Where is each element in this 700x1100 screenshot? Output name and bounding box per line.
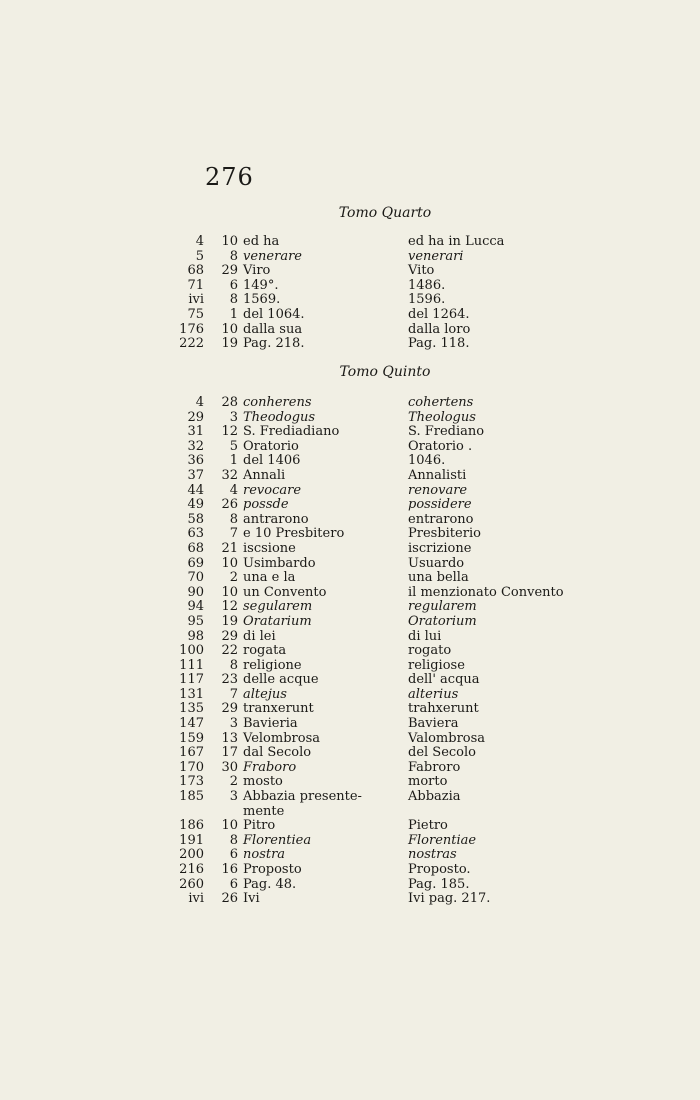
errata-line-number: 19 [221,336,238,352]
errata-line-number: 16 [221,862,238,877]
errata-page-number: 167 [179,745,204,761]
errata-line-number: 12 [221,599,238,615]
errata-wrong-text: rogata [243,643,287,659]
errata-page-number: 63 [187,526,204,542]
errata-line-number: 10 [221,818,238,834]
errata-page-number: ivi [188,292,204,308]
errata-correct-text: Proposto. [408,862,471,877]
errata-wrong-text: dal Secolo [243,745,312,761]
errata-wrong-text: Abbazia presente- mente [243,789,362,819]
errata-correct-text: renovare [408,482,468,498]
errata-correct-text: ed ha in Lucca [408,234,505,249]
errata-correct-text: possidere [408,497,472,513]
errata-correct-text: entrarono [408,511,474,527]
errata-page-number: ivi [188,891,204,907]
errata-line-number: 8 [229,248,238,264]
errata-page-number: 75 [187,306,204,322]
errata-line-number: 32 [221,467,238,483]
errata-wrong-text: S. Frediadiano [243,424,340,440]
errata-page-number: 58 [187,511,204,527]
errata-page-number: 90 [187,584,204,600]
errata-page-number: 70 [187,570,204,586]
errata-wrong-text: Bavieria [243,716,298,732]
errata-wrong-text: del 1064. [243,306,305,322]
errata-line-number: 13 [221,730,238,746]
errata-page-number: 159 [179,730,204,746]
errata-wrong-text: venerare [243,248,302,264]
errata-line-number: 29 [221,628,238,644]
errata-line-number: 2 [229,774,238,790]
errata-correct-text: nostras [408,847,457,863]
errata-wrong-text: antrarono [243,511,309,527]
errata-correct-text: Baviera [408,716,459,732]
errata-correct-text: alterius [408,686,459,702]
errata-correct-text: Ivi pag. 217. [408,891,491,907]
errata-line-number: 17 [221,745,238,761]
errata-wrong-text: dalla sua [243,321,303,337]
errata-line-number: 6 [229,847,238,863]
errata-line-number: 29 [221,701,238,717]
errata-page-number: 186 [179,818,204,834]
errata-wrong-text: Oratorio [243,438,299,454]
errata-line-number: 7 [229,526,238,542]
errata-page-number: 31 [187,424,204,440]
errata-wrong-text: Pag. 48. [243,876,297,892]
errata-wrong-text: 149°. [243,277,279,293]
errata-wrong-text: iscsione [243,540,296,556]
errata-page-number: 5 [195,248,204,264]
errata-page-number: 71 [187,277,204,293]
errata-page-number: 98 [187,628,204,644]
errata-correct-text: Pag. 118. [408,336,470,352]
errata-wrong-text: possde [243,497,289,513]
errata-wrong-text: Fraboro [243,759,297,775]
errata-wrong-text: Annali [243,467,286,483]
errata-line-number: 26 [221,891,238,907]
errata-line-number: 8 [229,657,238,673]
errata-correct-text: una bella [408,570,469,586]
errata-correct-text: venerari [408,248,464,264]
errata-line-number: 1 [229,306,238,322]
errata-page-number: 131 [179,686,204,702]
errata-line-number: 30 [221,759,238,775]
errata-page-number: 222 [179,336,204,352]
errata-page-number: 170 [179,759,204,775]
errata-line-number: 10 [221,584,238,600]
errata-page-number: 95 [187,613,204,629]
errata-page-number: 147 [179,716,204,732]
errata-line-number: 12 [221,424,238,440]
errata-page-number: 44 [187,482,204,498]
errata-page-number: 135 [179,701,204,717]
errata-line-number: 19 [221,613,238,629]
errata-wrong-text: Proposto [243,862,302,877]
errata-correct-text: Fabroro [408,759,461,775]
errata-wrong-text: 1569. [243,292,281,308]
errata-line-number: 7 [229,686,238,702]
section-heading-tomo-quarto: Tomo Quarto [338,205,432,221]
errata-correct-text: di lui [408,628,442,644]
errata-correct-text: 1046. [408,453,446,469]
errata-correct-text: Oratorio . [408,438,473,454]
errata-wrong-text: altejus [243,686,287,702]
errata-wrong-text: una e la [243,570,296,586]
errata-correct-text: trahxerunt [408,701,479,717]
errata-page-number: 185 [179,789,204,805]
errata-correct-text: morto [408,774,448,790]
errata-line-number: 22 [221,643,238,659]
errata-page-number: 69 [187,555,204,571]
errata-correct-text: Valombrosa [408,730,486,746]
errata-line-number: 6 [229,876,238,892]
errata-wrong-text: Velombrosa [243,730,320,746]
errata-line-number: 4 [229,482,238,498]
errata-wrong-text: revocare [243,482,302,498]
errata-correct-text: Florentiae [408,832,477,848]
errata-wrong-text: di lei [243,628,276,644]
errata-line-number: 29 [221,263,238,279]
errata-wrong-text: tranxerunt [243,701,314,717]
errata-line-number: 10 [221,321,238,337]
errata-line-number: 2 [229,570,238,586]
errata-correct-text: 1596. [408,292,446,308]
errata-correct-text: S. Frediano [408,424,485,440]
errata-page-number: 176 [179,321,204,337]
errata-page-number: 29 [187,409,204,425]
errata-wrong-text: del 1406 [243,453,301,469]
errata-correct-text: cohertens [408,395,474,410]
errata-wrong-text: Viro [243,263,271,279]
errata-wrong-text: segularem [243,599,313,615]
errata-line-number: 21 [221,540,238,556]
errata-page-number: 36 [187,453,204,469]
errata-line-number: 6 [229,277,238,293]
errata-page-number: 68 [187,263,204,279]
errata-wrong-text: Pag. 218. [243,336,305,352]
errata-line-number: 3 [229,716,238,732]
errata-correct-text: Annalisti [408,467,467,483]
errata-wrong-text: Florentiea [243,832,312,848]
errata-page-number: 173 [179,774,204,790]
errata-line-number: 23 [221,672,238,688]
errata-line-number: 8 [229,292,238,308]
errata-page-number: 37 [187,467,204,483]
errata-line-number: 28 [221,395,238,410]
errata-line-number: 5 [229,438,238,454]
errata-page-number: 100 [179,643,204,659]
errata-correct-text: Oratorium [408,613,477,629]
errata-correct-text: del Secolo [408,745,476,761]
errata-wrong-text: conherens [243,395,312,410]
errata-line-number: 3 [229,409,238,425]
errata-page-number: 200 [179,847,204,863]
errata-correct-text: il menzionato Convento [408,584,564,600]
errata-wrong-text: Ivi [243,891,260,907]
errata-line-number: 1 [229,453,238,469]
errata-wrong-text: Theodogus [243,409,316,425]
errata-correct-text: Abbazia [408,789,461,805]
errata-page-number: 68 [187,540,204,556]
errata-wrong-text: Pitro [243,818,276,834]
errata-page-number: 4 [195,234,204,249]
errata-correct-text: dalla loro [408,321,471,337]
errata-wrong-text: ed ha [243,234,280,249]
errata-page-number: 216 [179,862,204,877]
errata-wrong-text: religione [243,657,302,673]
errata-page-number: 117 [179,672,204,688]
errata-correct-text: Presbiterio [408,526,481,542]
errata-wrong-text: delle acque [243,672,319,688]
errata-wrong-text: mosto [243,774,283,790]
errata-line-number: 10 [221,555,238,571]
errata-correct-text: religiose [408,657,465,673]
errata-wrong-text: un Convento [243,584,327,600]
errata-page-number: 191 [179,832,204,848]
errata-correct-text: regularem [408,599,477,615]
errata-correct-text: rogato [408,643,452,659]
errata-correct-text: dell' acqua [408,672,480,688]
errata-wrong-text: Usimbardo [243,555,316,571]
errata-line-number: 8 [229,832,238,848]
errata-page-number: 94 [187,599,204,615]
errata-line-number: 8 [229,511,238,527]
errata-wrong-text: nostra [243,847,286,863]
errata-correct-text: Pag. 185. [408,876,470,892]
errata-page-number: 4 [195,395,204,410]
errata-correct-text: del 1264. [408,306,470,322]
errata-page-number: 260 [179,876,204,892]
errata-line-number: 10 [221,234,238,249]
page-number: 276 [205,163,254,191]
errata-page-number: 111 [179,657,204,673]
errata-wrong-text: e 10 Presbitero [243,526,345,542]
errata-correct-text: 1486. [408,277,446,293]
errata-correct-text: Theologus [408,409,476,425]
errata-correct-text: Usuardo [408,555,465,571]
section-heading-tomo-quinto: Tomo Quinto [339,364,431,380]
errata-page-number: 32 [187,438,204,454]
errata-wrong-text: Oratarium [243,613,312,629]
errata-correct-text: Vito [408,263,435,279]
errata-correct-text: Pietro [408,818,448,834]
errata-line-number: 26 [221,497,238,513]
errata-correct-text: iscrizione [408,540,472,556]
errata-page-number: 49 [187,497,204,513]
errata-line-number: 3 [229,789,238,805]
